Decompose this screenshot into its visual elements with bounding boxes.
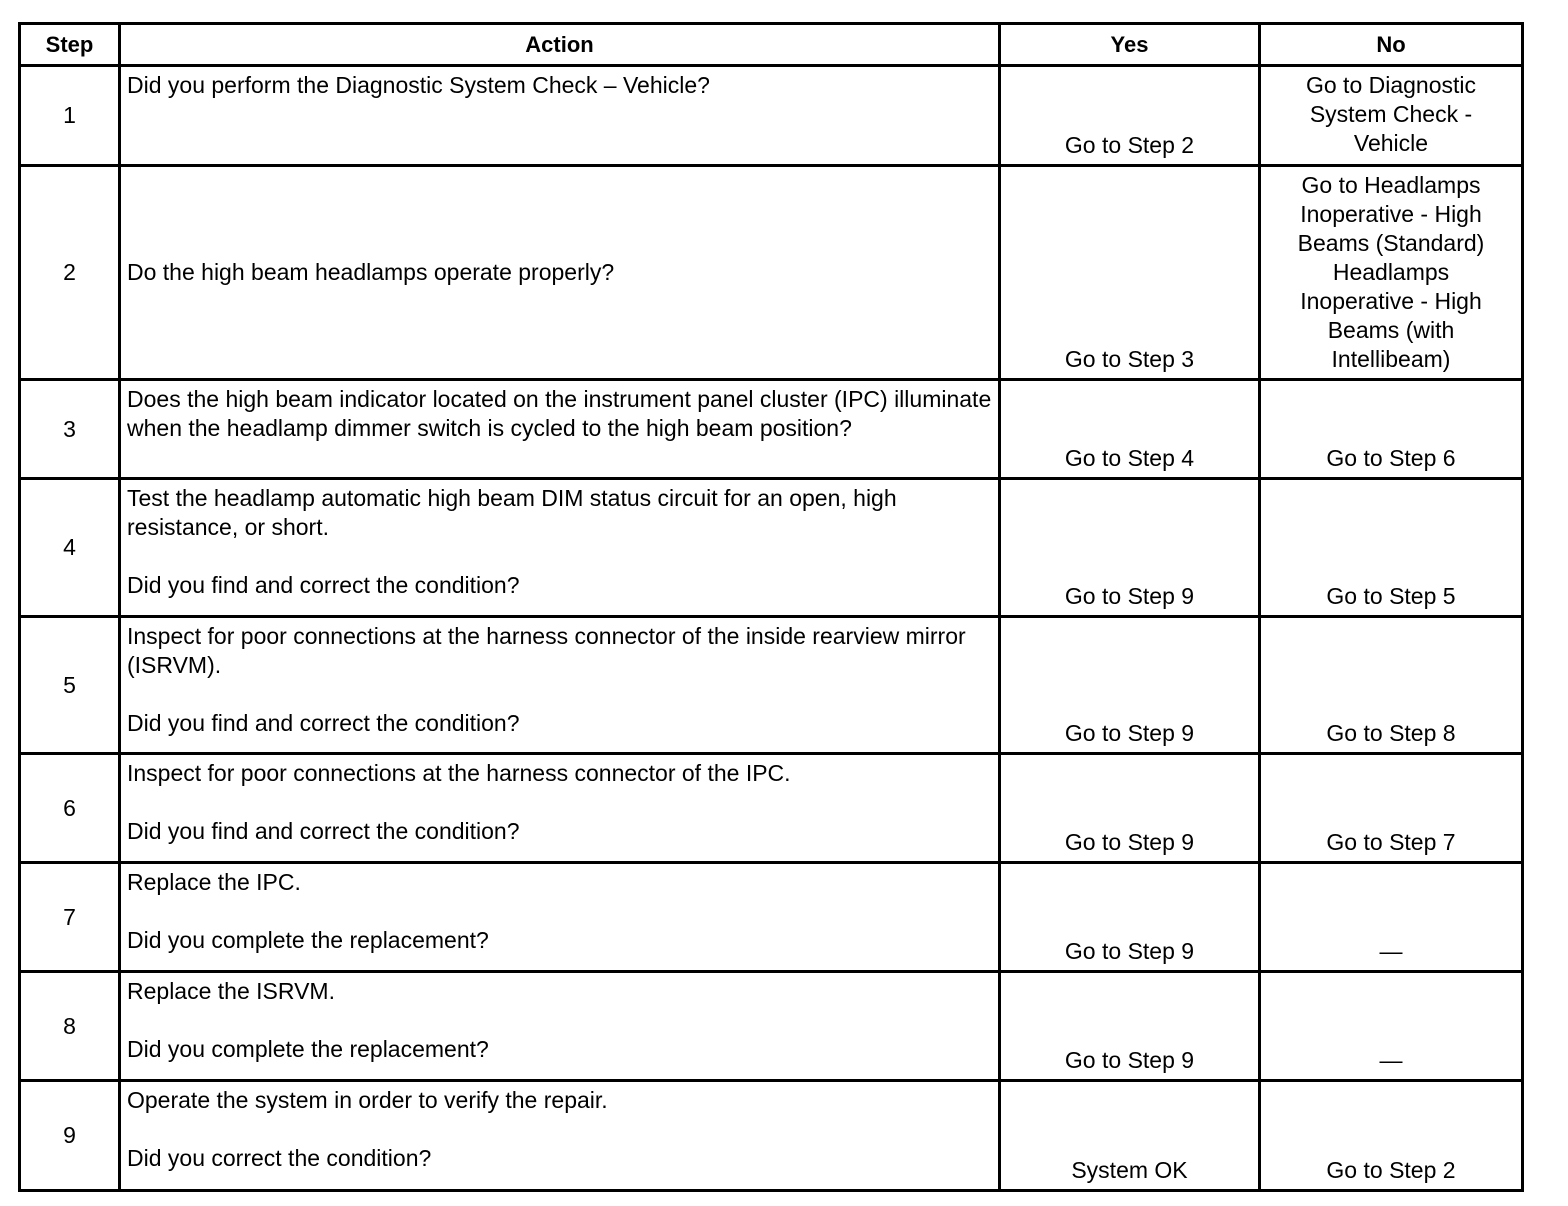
table-row (20, 863, 1523, 972)
step-number: 9 (20, 1081, 120, 1191)
action-question: Did you find and correct the condition? (127, 710, 520, 736)
action-text (120, 166, 1000, 380)
action-text (120, 380, 1000, 479)
no-result: Go to Step 8 (1260, 617, 1523, 754)
header-no: No (1260, 24, 1523, 66)
step-number: 3 (20, 380, 120, 479)
no-result: — (1260, 972, 1523, 1081)
no-result: Go to Step 5 (1260, 479, 1523, 617)
header-row (20, 24, 1523, 66)
yes-result: Go to Step 9 (1000, 617, 1260, 754)
yes-result: Go to Step 2 (1000, 66, 1260, 166)
no-result: Go to Headlamps Inoperative - High Beams (Standard) Headlamps Inoperative - High Beams (with Intellibeam) (1260, 166, 1523, 380)
step-number: 8 (20, 972, 120, 1081)
yes-result: Go to Step 4 (1000, 380, 1260, 479)
action-text (120, 66, 1000, 166)
action-question: Did you find and correct the condition? (127, 572, 520, 598)
table-row (20, 1081, 1523, 1191)
header-action: Action (120, 24, 1000, 66)
header-yes: Yes (1000, 24, 1260, 66)
action-line: Inspect for poor connections at the harness connector of the inside rearview mirror (ISRVM). (127, 623, 966, 678)
diagnostic-table (18, 22, 1524, 1192)
action-text (120, 617, 1000, 754)
step-number: 7 (20, 863, 120, 972)
action-text (120, 754, 1000, 863)
yes-result: Go to Step 9 (1000, 863, 1260, 972)
action-question: Did you complete the replacement? (127, 927, 489, 953)
step-number: 1 (20, 66, 120, 166)
step-number: 2 (20, 166, 120, 380)
no-result: Go to Step 6 (1260, 380, 1523, 479)
action-text (120, 479, 1000, 617)
yes-result: System OK (1000, 1081, 1260, 1191)
table-row (20, 972, 1523, 1081)
yes-result: Go to Step 9 (1000, 972, 1260, 1081)
table-row (20, 380, 1523, 479)
action-text (120, 1081, 1000, 1191)
no-result: Go to Step 2 (1260, 1081, 1523, 1191)
table-row (20, 754, 1523, 863)
table-row (20, 166, 1523, 380)
action-text (120, 863, 1000, 972)
no-result: — (1260, 863, 1523, 972)
yes-result: Go to Step 3 (1000, 166, 1260, 380)
table-row (20, 617, 1523, 754)
action-line: Did you perform the Diagnostic System Check – Vehicle? (127, 72, 710, 98)
step-number: 4 (20, 479, 120, 617)
action-text (120, 972, 1000, 1081)
no-result: Go to Step 7 (1260, 754, 1523, 863)
step-number: 5 (20, 617, 120, 754)
action-line: Inspect for poor connections at the harness connector of the IPC. (127, 760, 791, 786)
action-line: Test the headlamp automatic high beam DIM status circuit for an open, high resistance, or short. (127, 485, 897, 540)
action-question: Did you correct the condition? (127, 1145, 432, 1171)
action-question: Did you find and correct the condition? (127, 818, 520, 844)
action-line: Replace the ISRVM. (127, 978, 335, 1004)
action-line: Operate the system in order to verify the repair. (127, 1087, 608, 1113)
no-result: Go to Diagnostic System Check - Vehicle (1260, 66, 1523, 166)
yes-result: Go to Step 9 (1000, 754, 1260, 863)
action-line: Replace the IPC. (127, 869, 301, 895)
step-number: 6 (20, 754, 120, 863)
yes-result: Go to Step 9 (1000, 479, 1260, 617)
table-row (20, 479, 1523, 617)
action-question: Did you complete the replacement? (127, 1036, 489, 1062)
action-line: Do the high beam headlamps operate properly? (127, 259, 615, 285)
action-line: Does the high beam indicator located on the instrument panel cluster (IPC) illuminate when the headlamp dimmer switch is cycled to the high beam position? (127, 386, 992, 441)
header-step: Step (20, 24, 120, 66)
table-row (20, 66, 1523, 166)
